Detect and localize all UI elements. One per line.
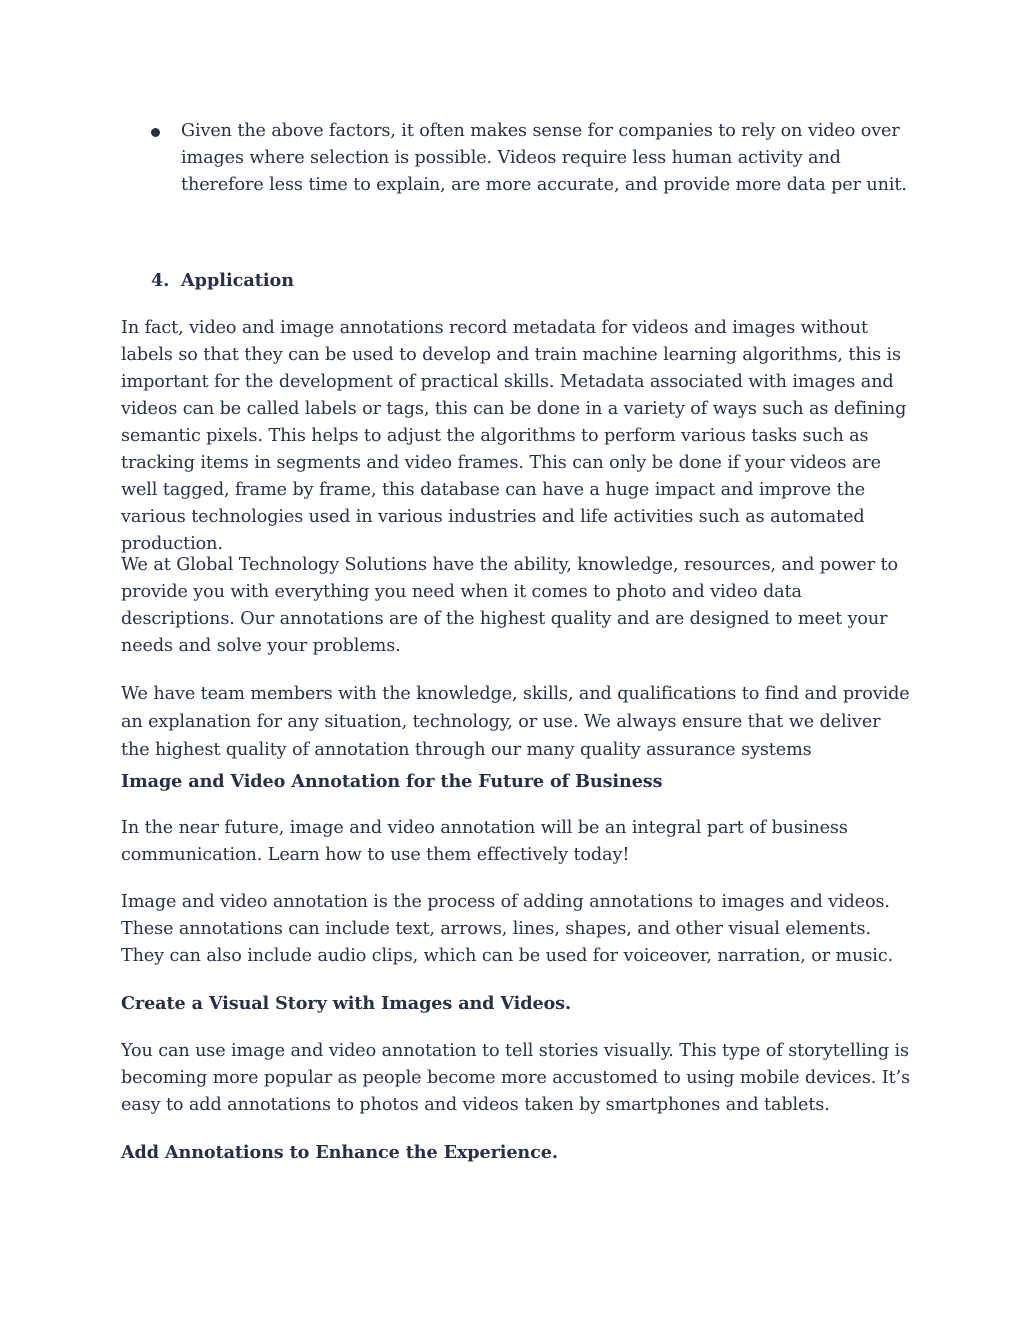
paragraph-application-intro: In fact, video and image annotations record metadata for videos and images without labels so that they can be used to develop and train machine learning algorithms, this is important for the development of practical skills. Metadata associated with images and videos can be called labels or tags, this can be done in a variety of ways such as defining semantic pixels. This helps to adjust the algorithms to perform various tasks such as tracking items in segments and video frames. This can only be done if your videos are well tagged, frame by frame, this database can have a huge impact and improve the various technologies used in various industries and life activities such as automated production. (121, 318, 907, 554)
paragraph-company: We at Global Technology Solutions have the ability, knowledge, resources, and power to provide you with everything you need when it comes to photo and video data descriptions. Our annotations are of the highest quality and are designed to meet your needs and solve your problems. (121, 555, 898, 656)
paragraph-near-future: In the near future, image and video annotation will be an integral part of business communication. Learn how to use them effectively today! (121, 818, 848, 865)
paragraph-team: We have team members with the knowledge, skills, and qualifications to find and provide an explanation for any situation, technology, or use. We always ensure that we deliver the highest quality of annotation through our many quality assurance systems (121, 684, 910, 760)
heading-future-of-business: Image and Video Annotation for the Future of Business (121, 771, 663, 792)
section-title: Application (181, 270, 295, 291)
heading-add-annotations: Add Annotations to Enhance the Experience. (121, 1142, 558, 1163)
heading-visual-story: Create a Visual Story with Images and Videos. (121, 993, 571, 1014)
paragraph-storytelling: You can use image and video annotation to tell stories visually. This type of storytelling is becoming more popular as people become more accustomed to using mobile devices. It’s easy to add annotations to photos and videos taken by smartphones and tablets. (121, 1041, 910, 1115)
bullet-dot-icon (151, 128, 160, 137)
section-number: 4. (151, 270, 170, 291)
paragraph-process: Image and video annotation is the process of adding annotations to images and videos. These annotations can include text, arrows, lines, shapes, and other visual elements. They can also include audio clips, which can be used for voiceover, narration, or music. (121, 892, 894, 966)
bullet-text: Given the above factors, it often makes sense for companies to rely on video over images where selection is possible. Videos require less human activity and therefore less time to explain, are more accurate, and provide more data per unit. (181, 121, 907, 195)
